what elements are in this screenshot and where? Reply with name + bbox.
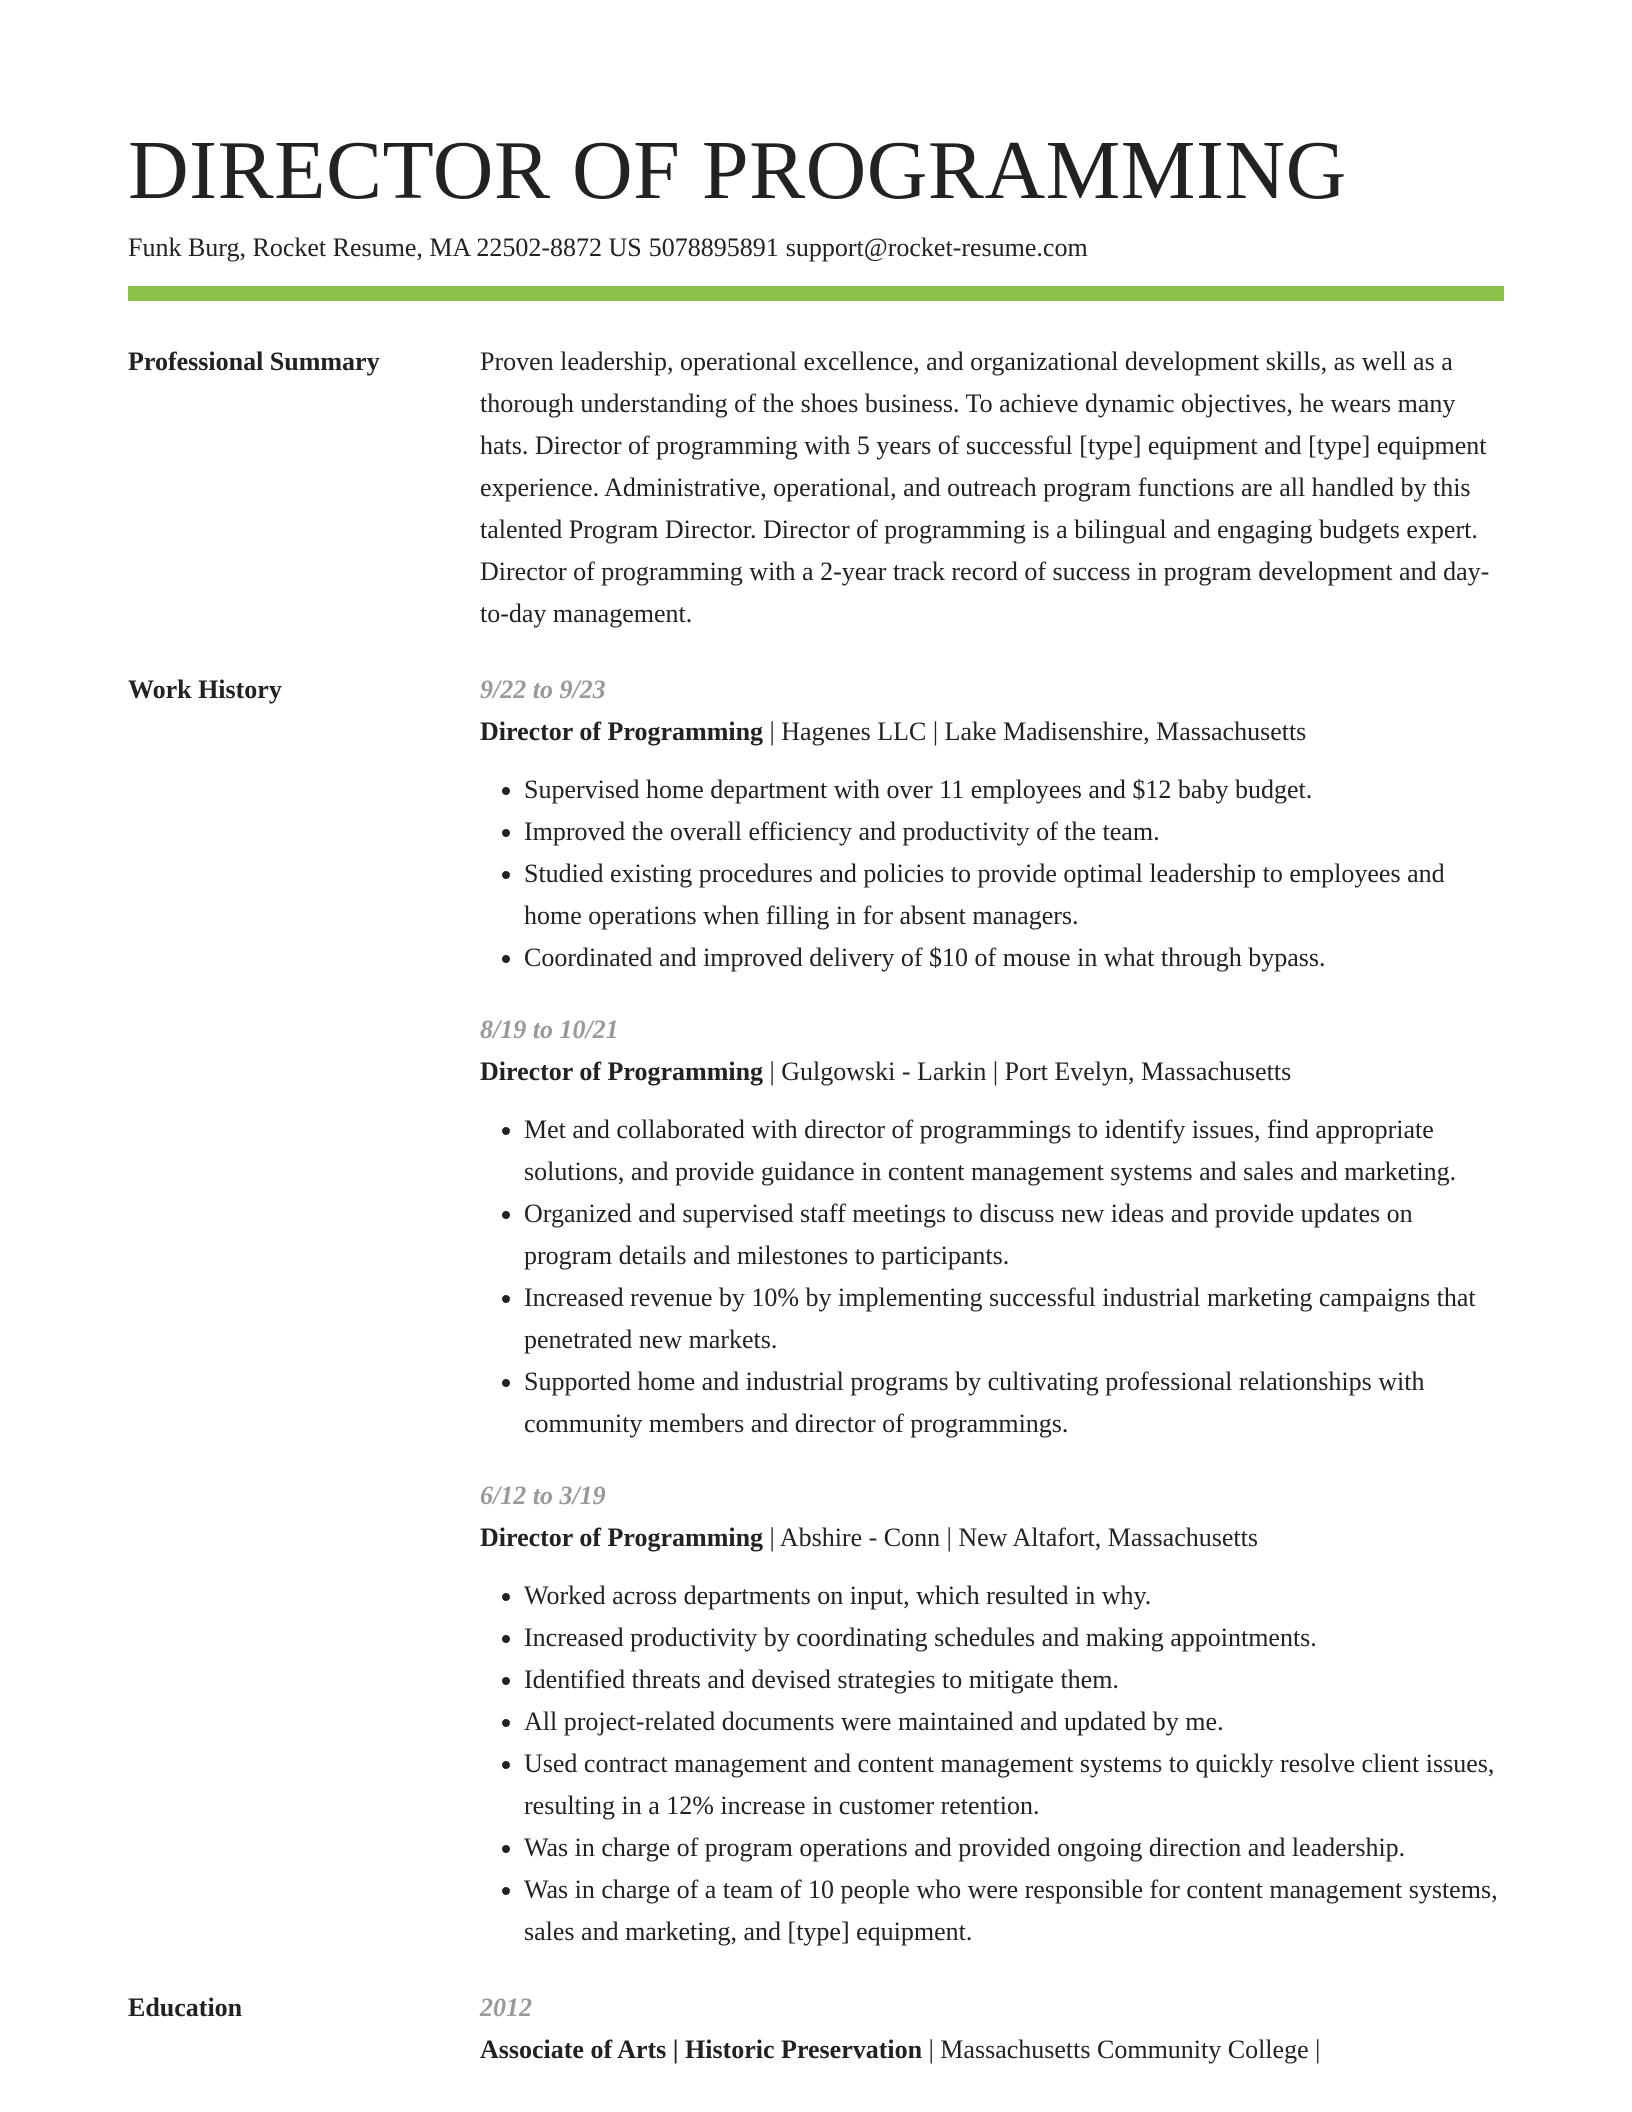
- job-bullet: • Was in charge of program operations and provided ongoing direction and leadership.: [524, 1827, 1504, 1869]
- job-bullet: • Supervised home department with over 11 employees and $12 baby budget.: [524, 769, 1504, 811]
- summary-heading: Professional Summary: [128, 347, 380, 376]
- contact-phone: 5078895891: [648, 233, 779, 262]
- education-heading: Education: [128, 1993, 243, 2022]
- job-bullet: • Supported home and industrial programs by cultivating professional relationships with community members and director of programmings.: [524, 1361, 1504, 1445]
- contact-line: [128, 230, 1504, 266]
- job-bullets: [480, 1575, 1504, 1953]
- work-history-heading: Work History: [128, 675, 282, 704]
- job-role: Director of Programming: [480, 1523, 764, 1552]
- resume-name: DIRECTOR OF PROGRAMMING: [128, 124, 1347, 217]
- education-line: [480, 2029, 1504, 2071]
- job-bullet: • Increased revenue by 10% by implementing successful industrial marketing campaigns that penetrated new markets.: [524, 1277, 1504, 1361]
- resume-page: [128, 116, 1504, 2071]
- job-bullets: [480, 769, 1504, 979]
- job-company-location: | Abshire - Conn | New Altafort, Massachusetts: [763, 1523, 1258, 1552]
- job-entry: [480, 1009, 1504, 1445]
- job-bullet: • Identified threats and devised strategies to mitigate them.: [524, 1659, 1504, 1701]
- job-company-location: | Hagenes LLC | Lake Madisenshire, Massachusetts: [763, 717, 1307, 746]
- job-bullet: • Increased productivity by coordinating schedules and making appointments.: [524, 1617, 1504, 1659]
- job-dates: 8/19 to 10/21: [480, 1015, 619, 1044]
- education-separator: |: [666, 2035, 686, 2064]
- job-bullet: • Studied existing procedures and policies to provide optimal leadership to employees and home operations when filling in for absent managers.: [524, 853, 1504, 937]
- job-role: Director of Programming: [480, 1057, 764, 1086]
- job-bullet: • Was in charge of a team of 10 people who were responsible for content management systems, sales and marketing, and [type] equipment.: [524, 1869, 1504, 1953]
- contact-email: support@rocket-resume.com: [785, 233, 1088, 262]
- education-school: | Massachusetts Community College |: [922, 2035, 1321, 2064]
- education-degree: Associate of Arts: [480, 2035, 667, 2064]
- job-entry: [480, 1475, 1504, 1953]
- job-bullet: • Coordinated and improved delivery of $10 of mouse in what through bypass.: [524, 937, 1504, 979]
- job-company-location: | Gulgowski - Larkin | Port Evelyn, Massachusetts: [763, 1057, 1292, 1086]
- job-bullets: [480, 1109, 1504, 1445]
- job-title-line: [480, 711, 1504, 753]
- job-title-line: [480, 1517, 1504, 1559]
- education-section: [128, 1987, 1504, 2071]
- work-history-section: [128, 669, 1504, 1953]
- header-divider: [128, 286, 1504, 301]
- summary-section: [128, 341, 1504, 635]
- job-bullet: • Used contract management and content management systems to quickly resolve client issues, resulting in a 12% increase in customer retention.: [524, 1743, 1504, 1827]
- job-bullet: • Improved the overall efficiency and productivity of the team.: [524, 811, 1504, 853]
- job-bullet: • Met and collaborated with director of programmings to identify issues, find appropriate solutions, and provide guidance in content management systems and sales and marketing.: [524, 1109, 1504, 1193]
- job-entry: [480, 669, 1504, 979]
- contact-address: Funk Burg, Rocket Resume, MA 22502-8872 US: [128, 233, 642, 262]
- job-bullet: • Organized and supervised staff meetings to discuss new ideas and provide updates on program details and milestones to participants.: [524, 1193, 1504, 1277]
- job-dates: 9/22 to 9/23: [480, 675, 606, 704]
- job-title-line: [480, 1051, 1504, 1093]
- summary-text: Proven leadership, operational excellence, and organizational development skills, as well as a thorough understanding of the shoes business. To achieve dynamic objectives, he wears many hats. Director of programming with 5 years of successful [type] equipment and [type] equipment experience. Administrative, operational, and outreach program functions are all handled by this talented Program Director. Director of programming is a bilingual and engaging budgets expert. Director of programming with a 2-year track record of success in program development and day-to-day management.: [480, 347, 1490, 628]
- education-field: Historic Preservation: [685, 2035, 923, 2064]
- education-year: 2012: [480, 1993, 532, 2022]
- job-bullet: • All project-related documents were maintained and updated by me.: [524, 1701, 1504, 1743]
- job-bullet: • Worked across departments on input, which resulted in why.: [524, 1575, 1504, 1617]
- job-role: Director of Programming: [480, 717, 764, 746]
- job-dates: 6/12 to 3/19: [480, 1481, 606, 1510]
